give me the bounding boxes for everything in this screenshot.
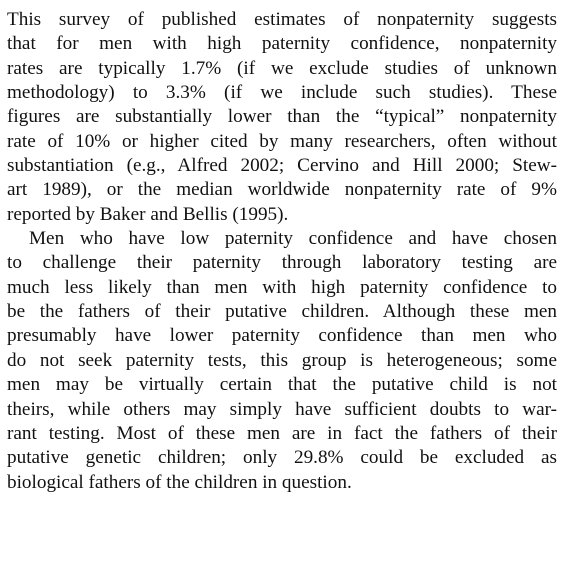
text-line: do not seek paternity tests, this group is heterogeneous; some (7, 349, 557, 371)
text-line: art 1989), or the median worldwide nonpaternity rate of 9% (7, 179, 557, 201)
text-line: that for men with high paternity confidence, nonpaternity (7, 33, 557, 55)
text-line: presumably have lower paternity confidence than men who (7, 325, 557, 347)
text-line: figures are substantially lower than the “typical” nonpaternity (7, 106, 557, 128)
text-line: rate of 10% or higher cited by many researchers, often without (7, 130, 557, 152)
text-line: men may be virtually certain that the putative child is not (7, 374, 557, 396)
text-line: reported by Baker and Bellis (1995). (7, 203, 289, 225)
text-line: much less likely than men with high paternity confidence to (7, 276, 557, 298)
text-line: rates are typically 1.7% (if we exclude studies of unknown (7, 57, 557, 79)
paragraph-1 (7, 8, 557, 227)
paragraph-2 (7, 227, 557, 495)
text-line: methodology) to 3.3% (if we include such studies). These (7, 82, 557, 104)
text-line: to challenge their paternity through laboratory testing are (7, 252, 557, 274)
text-line: rant testing. Most of these men are in fact the fathers of their (7, 422, 557, 444)
text-line: be the fathers of their putative children. Although these men (7, 301, 557, 323)
text-line: This survey of published estimates of nonpaternity suggests (7, 9, 557, 30)
text-line: theirs, while others may simply have sufficient doubts to war- (7, 398, 557, 420)
text-line: biological fathers of the children in question. (7, 471, 352, 493)
text-line: Men who have low paternity confidence and have chosen (29, 228, 557, 250)
text-line: substantiation (e.g., Alfred 2002; Cervino and Hill 2000; Stew- (7, 155, 557, 177)
document-page (7, 8, 557, 495)
text-line: putative genetic children; only 29.8% could be excluded as (7, 447, 557, 469)
